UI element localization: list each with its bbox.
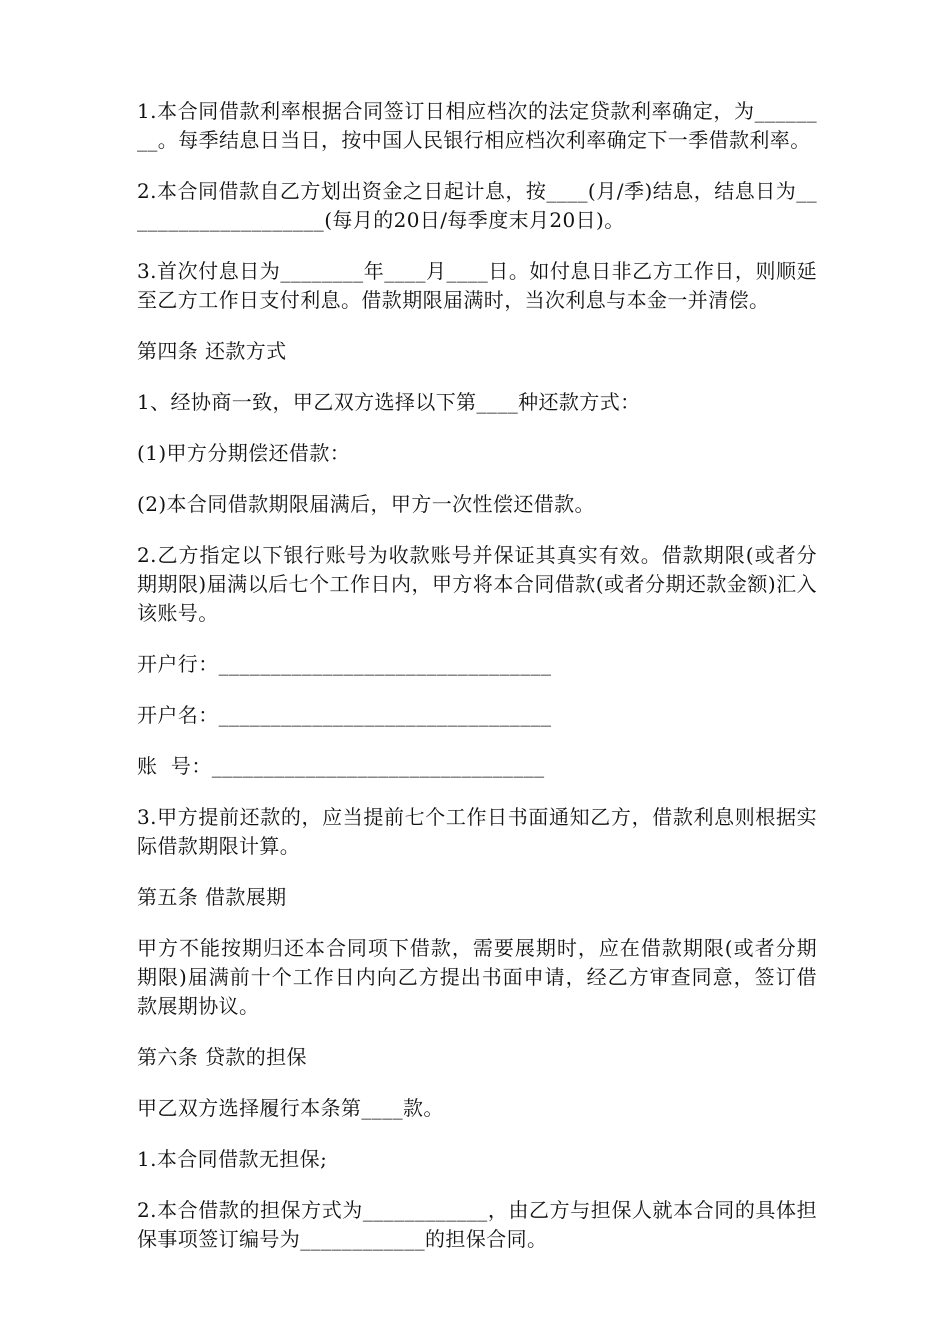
clause-interest-accrual: 2.本合同借款自乙方划出资金之日起计息，按____(月/季)结息，结息日为____________________(每月的20日/每季度末月20日)。 bbox=[137, 179, 817, 232]
field-account-number: 账 号：________________________________ bbox=[137, 754, 545, 778]
article-4-heading: 第四条 还款方式 bbox=[137, 339, 287, 363]
option-lump-sum: (2)本合同借款期限届满后，甲方一次性偿还借款。 bbox=[137, 492, 595, 516]
article-5-heading: 第五条 借款展期 bbox=[137, 885, 287, 909]
document-page bbox=[137, 97, 817, 1276]
field-account-name: 开户名：________________________________ bbox=[137, 703, 552, 727]
clause-interest-rate: 1.本合同借款利率根据合同签订日相应档次的法定贷款利率确定，为________。每季结息日当日，按中国人民银行相应档次利率确定下一季借款利率。 bbox=[137, 99, 817, 152]
clause-first-payment-date: 3.首次付息日为________年____月____日。如付息日非乙方工作日，则顺延至乙方工作日支付利息。借款期限届满时，当次利息与本金一并清偿。 bbox=[137, 259, 817, 312]
option-guarantee-contract: 2.本合借款的担保方式为____________，由乙方与担保人就本合同的具体担保事项签订编号为____________的担保合同。 bbox=[137, 1198, 817, 1251]
option-no-guarantee: 1.本合同借款无担保; bbox=[137, 1147, 328, 1171]
article-6-heading: 第六条 贷款的担保 bbox=[137, 1045, 307, 1069]
clause-early-repayment: 3.甲方提前还款的，应当提前七个工作日书面通知乙方，借款利息则根据实际借款期限计算。 bbox=[137, 805, 817, 858]
clause-repayment-choice: 1、经协商一致，甲乙双方选择以下第____种还款方式： bbox=[137, 390, 641, 414]
clause-bank-account: 2.乙方指定以下银行账号为收款账号并保证其真实有效。借款期限(或者分期期限)届满以后七个工作日内，甲方将本合同借款(或者分期还款金额)汇入该账号。 bbox=[137, 543, 817, 625]
option-installment: (1)甲方分期偿还借款： bbox=[137, 441, 351, 465]
field-bank-name: 开户行：________________________________ bbox=[137, 652, 552, 676]
clause-extension: 甲方不能按期归还本合同项下借款，需要展期时，应在借款期限(或者分期期限)届满前十个工作日内向乙方提出书面申请，经乙方审查同意，签订借款展期协议。 bbox=[137, 936, 817, 1018]
clause-guarantee-choice: 甲乙双方选择履行本条第____款。 bbox=[137, 1096, 444, 1120]
